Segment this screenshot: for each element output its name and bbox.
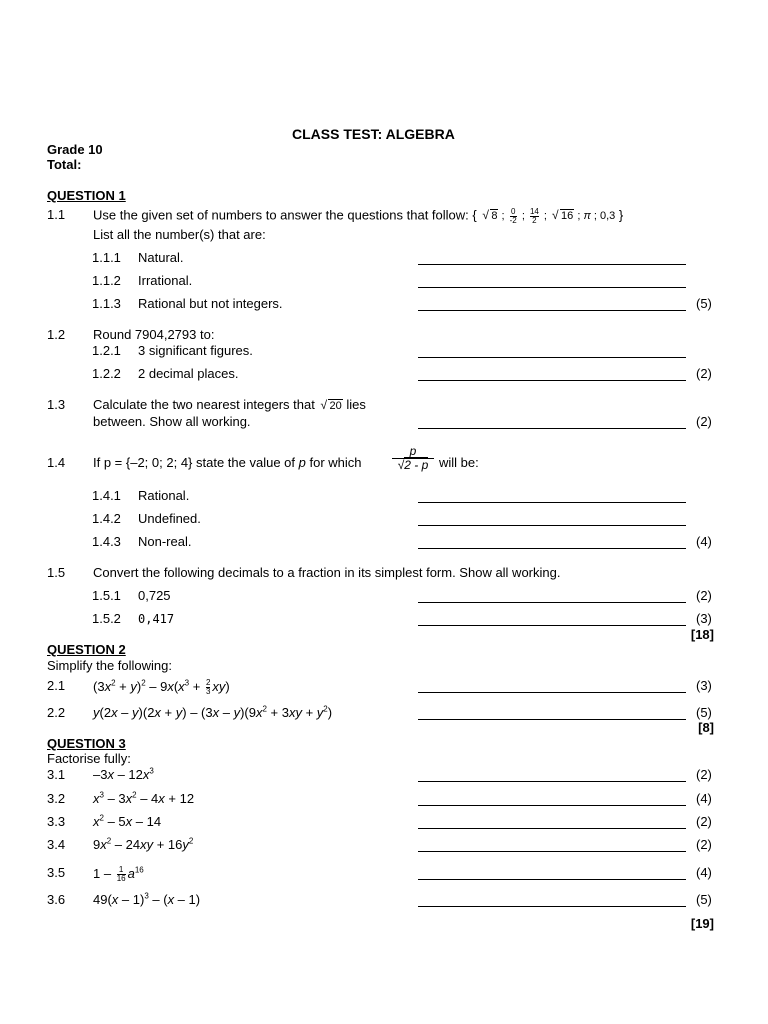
- q1-2-1-label: 3 significant figures.: [138, 343, 253, 358]
- answer-line[interactable]: [418, 719, 686, 720]
- q1-5-2-label: 0,417: [138, 612, 175, 626]
- q1-1-instruction: Use the given set of numbers to answer the questions that follow: {: [93, 207, 477, 223]
- marks: (2): [696, 366, 712, 381]
- q3-sub: Factorise fully:: [47, 751, 131, 766]
- q1-2-number: 1.2: [47, 327, 66, 342]
- q1-2-2-label: 2 decimal places.: [138, 366, 239, 381]
- answer-line[interactable]: [418, 310, 686, 311]
- answer-line[interactable]: [418, 879, 686, 880]
- q2-1-expression: $(3x^2 + y)^2 - 9x(x^3$ + $\frac{2}{3}$ xy): [93, 678, 230, 696]
- answer-line[interactable]: [418, 525, 686, 526]
- set-sqrt-8: 8: [491, 210, 498, 223]
- q1-1-3-number: 1.1.3: [92, 296, 121, 311]
- question-1-heading: QUESTION 1: [47, 188, 126, 203]
- q1-4-2-label: Undefined.: [138, 511, 201, 526]
- marks: (5): [696, 892, 712, 907]
- q1-1-number: 1.1: [47, 207, 66, 222]
- q3-3-expression: $x^2 - 5x - 14$: [93, 813, 162, 829]
- answer-line[interactable]: [418, 287, 686, 288]
- q1-5-text: Convert the following decimals to a fraction in its simplest form. Show all working.: [93, 565, 561, 580]
- q3-4-number: 3.4: [47, 837, 66, 852]
- q3-6-expression: 49(x – 1)$^3$ – (x – 1): [93, 891, 201, 907]
- marks: (5): [696, 705, 712, 720]
- q1-3-number: 1.3: [47, 397, 66, 412]
- answer-line[interactable]: [418, 602, 686, 603]
- answer-line[interactable]: [418, 264, 686, 265]
- q1-4-1-label: Rational.: [138, 488, 190, 503]
- q2-2-expression: $y(2x - y)(2x + y) - (3x - y)(9x^2 + 3xy + y^2)$: [93, 704, 333, 720]
- q1-2-text: Round 7904,2793 to:: [93, 327, 215, 342]
- q1-1-2-number: 1.1.2: [92, 273, 121, 288]
- answer-line[interactable]: [418, 781, 686, 782]
- marks: (2): [696, 837, 712, 852]
- answer-line[interactable]: [418, 906, 686, 907]
- marks: (4): [696, 865, 712, 880]
- marks: (4): [696, 791, 712, 806]
- q1-2-2-number: 1.2.2: [92, 366, 121, 381]
- question-1-total: [18]: [690, 627, 714, 642]
- marks: (2): [696, 814, 712, 829]
- answer-line[interactable]: [418, 357, 686, 358]
- set-recurring: 0,3: [599, 210, 616, 223]
- answer-line[interactable]: [418, 428, 686, 429]
- q1-3-text-2: between. Show all working.: [93, 414, 251, 429]
- q1-1-1-number: 1.1.1: [92, 250, 121, 265]
- answer-line[interactable]: [418, 548, 686, 549]
- marks: (3): [696, 678, 712, 693]
- answer-line[interactable]: [418, 380, 686, 381]
- marks: (4): [696, 534, 712, 549]
- page-title: CLASS TEST: ALGEBRA: [292, 126, 455, 142]
- q1-4-number: 1.4: [47, 455, 66, 470]
- q3-2-expression: $x^3 - 3x^2 - 4x + 12$: [93, 790, 195, 806]
- answer-line[interactable]: [418, 502, 686, 503]
- q3-1-number: 3.1: [47, 767, 66, 782]
- marks: (5): [696, 296, 712, 311]
- question-3-total: [19]: [690, 916, 714, 931]
- question-2-heading: QUESTION 2: [47, 642, 126, 657]
- q1-4-3-number: 1.4.3: [92, 534, 121, 549]
- answer-line[interactable]: [418, 828, 686, 829]
- marks: (3): [696, 611, 712, 626]
- q3-1-expression: $-3x - 12x^3$: [93, 766, 154, 782]
- q1-1-3-label: Rational but not integers.: [138, 296, 283, 311]
- q3-4-expression: $9x^2 - 24xy + 16y^2$: [93, 836, 194, 852]
- sqrt-20: 20: [329, 400, 342, 412]
- answer-line[interactable]: [418, 692, 686, 693]
- q3-6-number: 3.6: [47, 892, 66, 907]
- q1-4-1-number: 1.4.1: [92, 488, 121, 503]
- marks: (2): [696, 767, 712, 782]
- q1-5-number: 1.5: [47, 565, 66, 580]
- q1-4-text-2: will be:: [439, 455, 479, 470]
- q2-2-number: 2.2: [47, 705, 66, 720]
- q1-3-text: Calculate the two nearest integers that √ 20 lies: [93, 398, 366, 413]
- set-sqrt-16: 16: [561, 210, 574, 223]
- q1-5-1-label: 0,725: [138, 588, 171, 603]
- q3-5-expression: 1 – $\frac{1}{16}$ $a^{16}$: [93, 865, 144, 883]
- q1-4-text: If p = {–2; 0; 2; 4} state the value of p for which: [93, 455, 362, 470]
- q3-2-number: 3.2: [47, 791, 66, 806]
- q2-1-number: 2.1: [47, 678, 66, 693]
- set-pi: π: [583, 210, 591, 223]
- q1-4-3-label: Non-real.: [138, 534, 192, 549]
- marks: (2): [696, 588, 712, 603]
- q1-1-2-label: Irrational.: [138, 273, 193, 288]
- q1-2-1-number: 1.2.1: [92, 343, 121, 358]
- marks: (2): [696, 414, 712, 429]
- answer-line[interactable]: [418, 625, 686, 626]
- total-label: Total:: [47, 157, 82, 172]
- q1-1-sub: List all the number(s) that are:: [93, 227, 266, 242]
- q3-5-number: 3.5: [47, 865, 66, 880]
- answer-line[interactable]: [418, 805, 686, 806]
- question-2-total: [8]: [698, 720, 714, 735]
- q3-3-number: 3.3: [47, 814, 66, 829]
- grade-label: Grade 10: [47, 142, 103, 157]
- q1-5-2-number: 1.5.2: [92, 611, 121, 626]
- q1-1-text: Use the given set of numbers to answer the questions that follow: { √ 8 ; $\frac{0}{-2}$ ; $\frac{14}{2}$ ; √ 16 ; π ; 0,3 }: [93, 208, 623, 225]
- q1-4-2-number: 1.4.2: [92, 511, 121, 526]
- q1-4-fraction: p √2 - p: [392, 445, 434, 472]
- q2-sub: Simplify the following:: [47, 658, 172, 673]
- answer-line[interactable]: [418, 851, 686, 852]
- q1-1-1-label: Natural.: [138, 250, 184, 265]
- q1-5-1-number: 1.5.1: [92, 588, 121, 603]
- question-3-heading: QUESTION 3: [47, 736, 126, 751]
